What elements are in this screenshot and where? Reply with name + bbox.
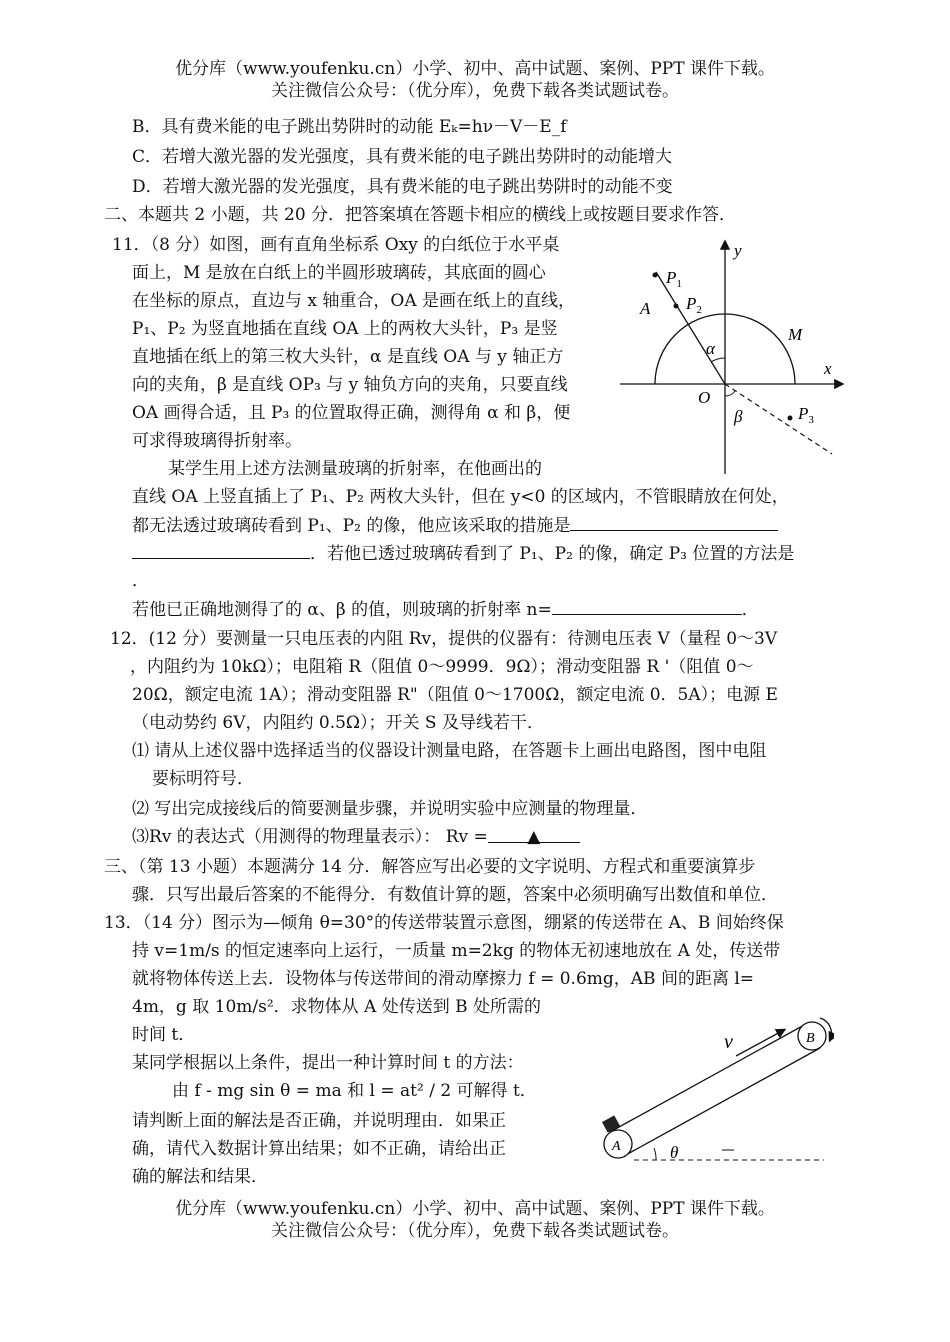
answer-blank[interactable] [552,598,742,615]
answer-blank[interactable] [570,514,778,531]
q11-line-1: 11．（8 分）如图，画有直角坐标系 Oxy 的白纸位于水平桌 [112,235,560,255]
pulley-a-label: A [612,1139,621,1154]
header-line-2: 关注微信公众号：（优分库），免费下载各类试题试卷。 [271,81,679,101]
belt-bottom [624,1048,820,1156]
x-label: x [824,359,832,378]
pin-p1 [653,273,658,278]
q13-formula: 由 f - mg sin θ = ma 和 l = at² / 2 可解得 t． [172,1081,537,1101]
header-line-1: 优分库（www.youfenku.cn）小学、初中、高中试题、案例、PPT 课件下载。 [175,59,775,79]
q11-line-2: 面上，M 是放在白纸上的半圆形玻璃砖，其底面的圆心 [132,263,546,283]
q11-line-8: 可求得玻璃得折射率。 [132,431,302,451]
beta-label: β [734,407,743,426]
q13-line-9: 确，请代入数据计算出结果；如不正确，请给出正 [132,1139,506,1159]
q12-line-8: ⑶Rv 的表达式（用测得的物理量表示）： Rv = ▲ [132,826,580,848]
p1-label: $P_1$ [666,268,682,290]
q11-line-9: 某学生用上述方法测量玻璃的折射率，在他画出的 [168,459,542,479]
q11-line-6: 向的夹角，β 是直线 OP₃ 与 y 轴负方向的夹角，只要直线 [132,375,568,395]
q13-line-5: 时间 t． [132,1025,196,1045]
v-label: v [724,1031,733,1053]
origin-label: O [698,388,711,407]
m-label: M [788,325,803,344]
p2-label: $P_2$ [686,294,702,316]
q11-line-14: 若他已正确地测得了的 α、β 的值，则玻璃的折射率 n= ． [132,600,759,620]
theta-label: θ [670,1143,679,1162]
answer-blank-rv[interactable] [488,826,580,847]
alpha-arc [711,358,725,362]
q11-line-3: 在坐标的原点，直边与 x 轴重合，OA 是画在纸上的直线， [132,291,576,311]
q13-line-8: 请判断上面的解法是否正确，并说明理由．如果正 [132,1111,506,1131]
q12-line-6: 要标明符号． [152,769,254,789]
velocity-arrow [736,1030,784,1056]
conveyor-figure [598,1010,834,1176]
theta-arc [654,1148,656,1160]
pulley-b-label: B [806,1031,815,1046]
q12-line-2: ，内阻约为 10kΩ）；电阻箱 R（阻值 0～9999．9Ω）；滑动变阻器 R '（阻值 0～ [130,657,754,677]
footer-line-1: 优分库（www.youfenku.cn）小学、初中、高中试题、案例、PPT 课件下载。 [175,1199,775,1219]
option-b: B．具有费米能的电子跳出势阱时的动能 Eₖ=hν－V－E_f [132,117,567,137]
q13-line-1: 13．（14 分）图示为—倾角 θ=30°的传送带装置示意图，绷紧的传送带在 A、B 间始终保 [104,913,784,933]
q12-line-4: （电动势约 6V，内阻约 0.5Ω）；开关 S 及导线若干． [132,713,544,733]
a-label: A [640,299,651,318]
section3-line-1: 三、（第 13 小题）本题满分 14 分．解答应写出必要的文字说明、方程式和重要演算步 [104,857,756,877]
q12-line-1: 12．(12 分）要测量一只电压表的内阻 Rv，提供的仪器有：待测电压表 V（量程 0～3V [110,629,778,649]
q11-line-13: ． [132,571,149,591]
q13-line-3: 就将物体传送上去．设物体与传送带间的滑动摩擦力 f = 0.6mg，AB 间的距离 l= [132,969,755,989]
y-label: y [734,241,742,260]
pin-p3 [788,416,793,421]
q13-line-2: 持 v=1m/s 的恒定速率向上运行，一质量 m=2kg 的物体无初速地放在 A 处，传送带 [132,941,781,961]
belt-top [610,1024,806,1132]
q11-line-7: OA 画得合适，且 P₃ 的位置取得正确，测得角 α 和 β，便 [132,403,571,423]
section2-heading: 二、本题共 2 小题，共 20 分．把答案填在答题卡相应的横线上或按题目要求作答． [104,205,737,225]
q11-line-12: ．若他已透过玻璃砖看到了 P₁、P₂ 的像，确定 P₃ 位置的方法是 [132,542,794,565]
q12-line-3: 20Ω，额定电流 1A）；滑动变阻器 R"（阻值 0～1700Ω，额定电流 0．5A）；电源 E [132,685,778,705]
q11-line-5: 直地插在纸上的第三枚大头针，α 是直线 OA 与 y 轴正方 [132,347,564,367]
q11-line-11: 都无法透过玻璃砖看到 P₁、P₂ 的像，他应该采取的措施是 [132,514,778,537]
section3-line-2: 骤．只写出最后答案的不能得分．有数值计算的题，答案中必须明确写出数值和单位． [132,885,778,905]
q11-figure [610,236,850,476]
line-oa [656,272,725,384]
q11-line-10: 直线 OA 上竖直插上了 P₁、P₂ 两枚大头针，但在 y<0 的区域内，不管眼睛放在何处， [132,487,789,507]
q12-line-7: ⑵ 写出完成接线后的简要测量步骤，并说明实验中应测量的物理量． [132,799,648,819]
q12-line-5: ⑴ 请从上述仪器中选择适当的仪器设计测量电路，在答题卡上画出电路图，图中电阻 [132,741,767,761]
alpha-label: α [706,339,715,358]
q11-line-4: P₁、P₂ 为竖直地插在直线 OA 上的两枚大头针，P₃ 是竖 [132,319,558,339]
q13-line-10: 确的解法和结果． [132,1167,268,1187]
footer-line-2: 关注微信公众号：（优分库），免费下载各类试题试卷。 [271,1221,679,1241]
q13-line-4: 4m，g 取 10m/s²．求物体从 A 处传送到 B 处所需的 [132,997,542,1017]
p3-label: $P_3$ [798,404,814,426]
triangle-marker: ▲ [527,827,541,847]
beta-arc [725,391,735,396]
option-c: C．若增大激光器的发光强度，具有费米能的电子跳出势阱时的动能增大 [132,147,673,167]
answer-blank[interactable] [132,542,310,559]
q13-line-6: 某同学根据以上条件，提出一种计算时间 t 的方法： [132,1053,524,1073]
option-d: D．若增大激光器的发光强度，具有费米能的电子跳出势阱时的动能不变 [132,177,673,197]
pin-p2 [674,304,679,309]
